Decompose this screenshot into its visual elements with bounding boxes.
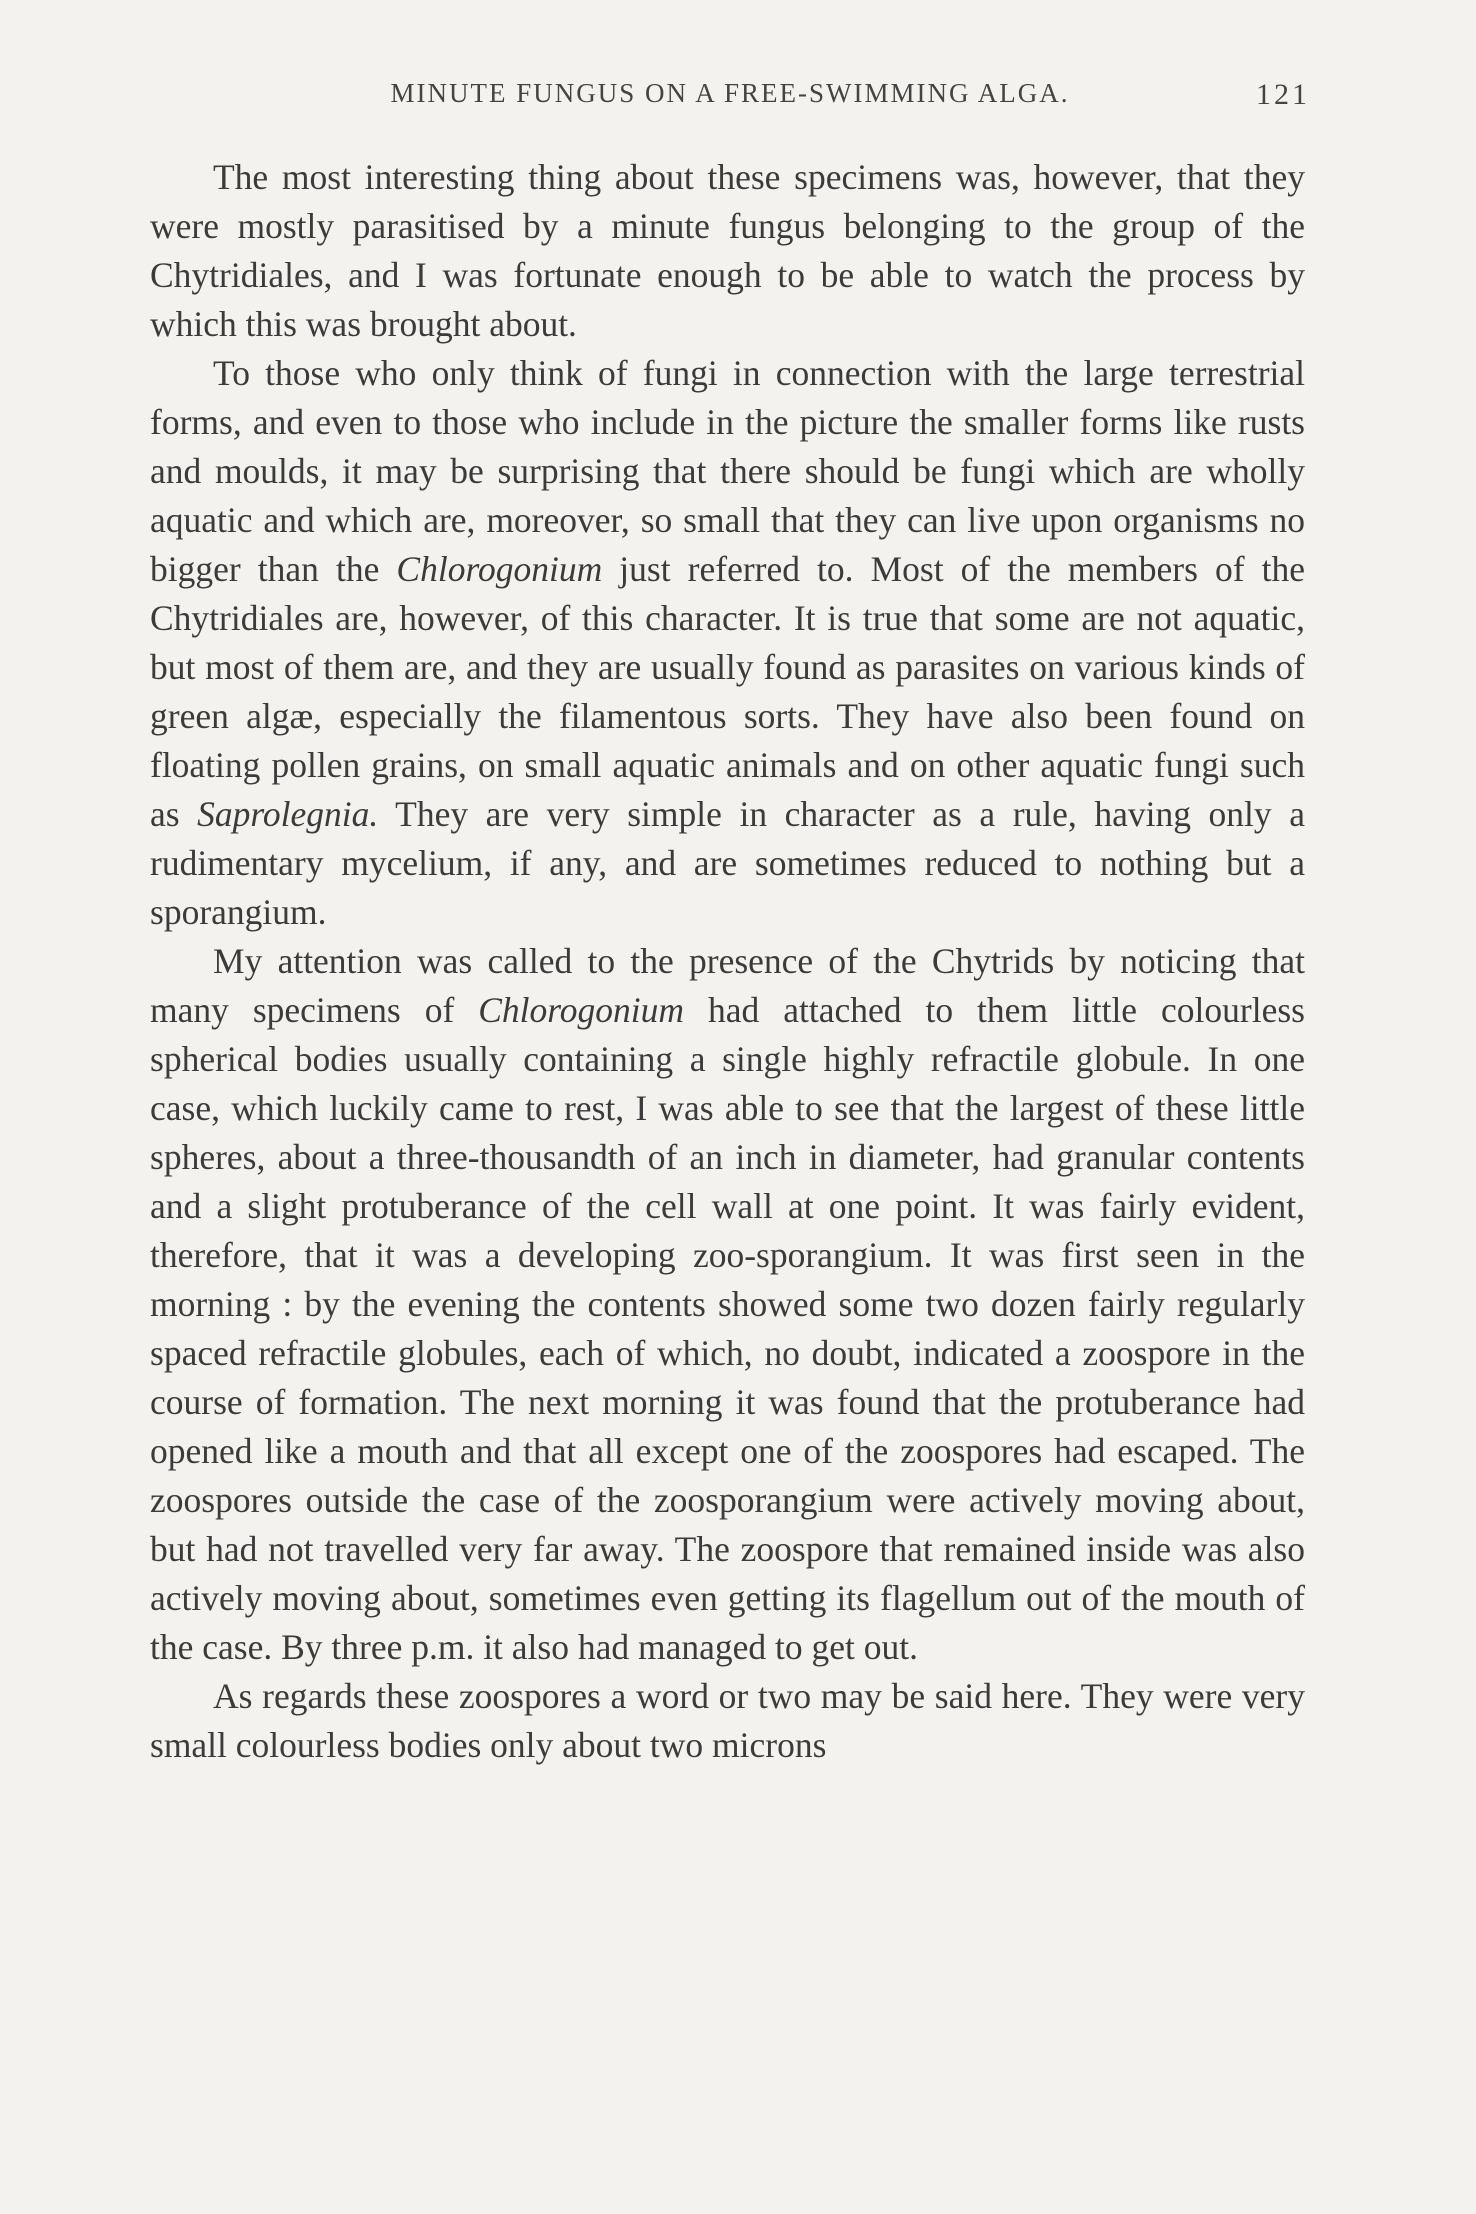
paragraph-3 (150, 937, 1305, 1672)
paragraph-4 (150, 1672, 1305, 1770)
paragraph-text: They are very simple in character as a rule, having only a rudimentary mycelium, if any, and are sometimes reduced to nothing but a sporangium. (150, 794, 1305, 932)
paragraph-text: To those who only think of fungi in connection with the large terrestrial forms, and even to those who include in the picture the smaller forms like rusts and moulds, it may be surprising that there should be fungi which are wholly aquatic and which are, moreover, so small that they can live upon organisms no bigger than the (150, 353, 1305, 589)
italic-genus-saprolegnia: Saprolegnia. (197, 794, 379, 834)
running-title: MINUTE FUNGUS ON A FREE-SWIMMING ALGA. (390, 78, 1070, 108)
paragraph-1 (150, 153, 1305, 349)
paragraph-text: As regards these zoospores a word or two may be said here. They were very small colourless bodies only about two microns (150, 1676, 1305, 1765)
paragraph-text: The most interesting thing about these specimens was, however, that they were mostly parasitised by a minute fungus belonging to the group of the Chytridiales, and I was fortunate enough to be able to watch the process by which this was brought about. (150, 157, 1305, 344)
paragraph-text: had attached to them little colourless spherical bodies usually containing a single highly refractile globule. In one case, which luckily came to rest, I was able to see that the largest of these little spheres, about a three-thousandth of an inch in diameter, had granular contents and a slight protuberance of the cell wall at one point. It was fairly evident, therefore, that it was a developing zoo-sporangium. It was first seen in the morning : by the evening the contents showed some two dozen fairly regularly spaced refractile globules, each of which, no doubt, indicated a zoospore in the course of formation. The next morning it was found that the protuberance had opened like a mouth and that all except one of the zoospores had escaped. The zoospores outside the case of the zoosporangium were actively moving about, but had not travelled very far away. The zoospore that remained inside was also actively moving about, sometimes even getting its flagellum out of the mouth of the case. By three p.m. it also had managed to get out. (150, 990, 1305, 1667)
paragraph-text: My attention was called to the presence of the Chytrids by noticing that many specimens of (150, 941, 1305, 1030)
paragraph-2 (150, 349, 1305, 937)
italic-genus-chlorogonium: Chlorogonium (478, 990, 685, 1030)
running-head (150, 78, 1310, 118)
paragraph-text: just referred to. Most of the members of the Chytridiales are, however, of this character. It is true that some are not aquatic, but most of them are, and they are usually found as parasites on various kinds of green algæ, especially the filamentous sorts. They have also been found on floating pollen grains, on small aquatic animals and on other aquatic fungi such as (150, 549, 1305, 834)
italic-genus-chlorogonium: Chlorogonium (396, 549, 603, 589)
page-number: 121 (1256, 78, 1310, 111)
body-text (150, 153, 1305, 1770)
